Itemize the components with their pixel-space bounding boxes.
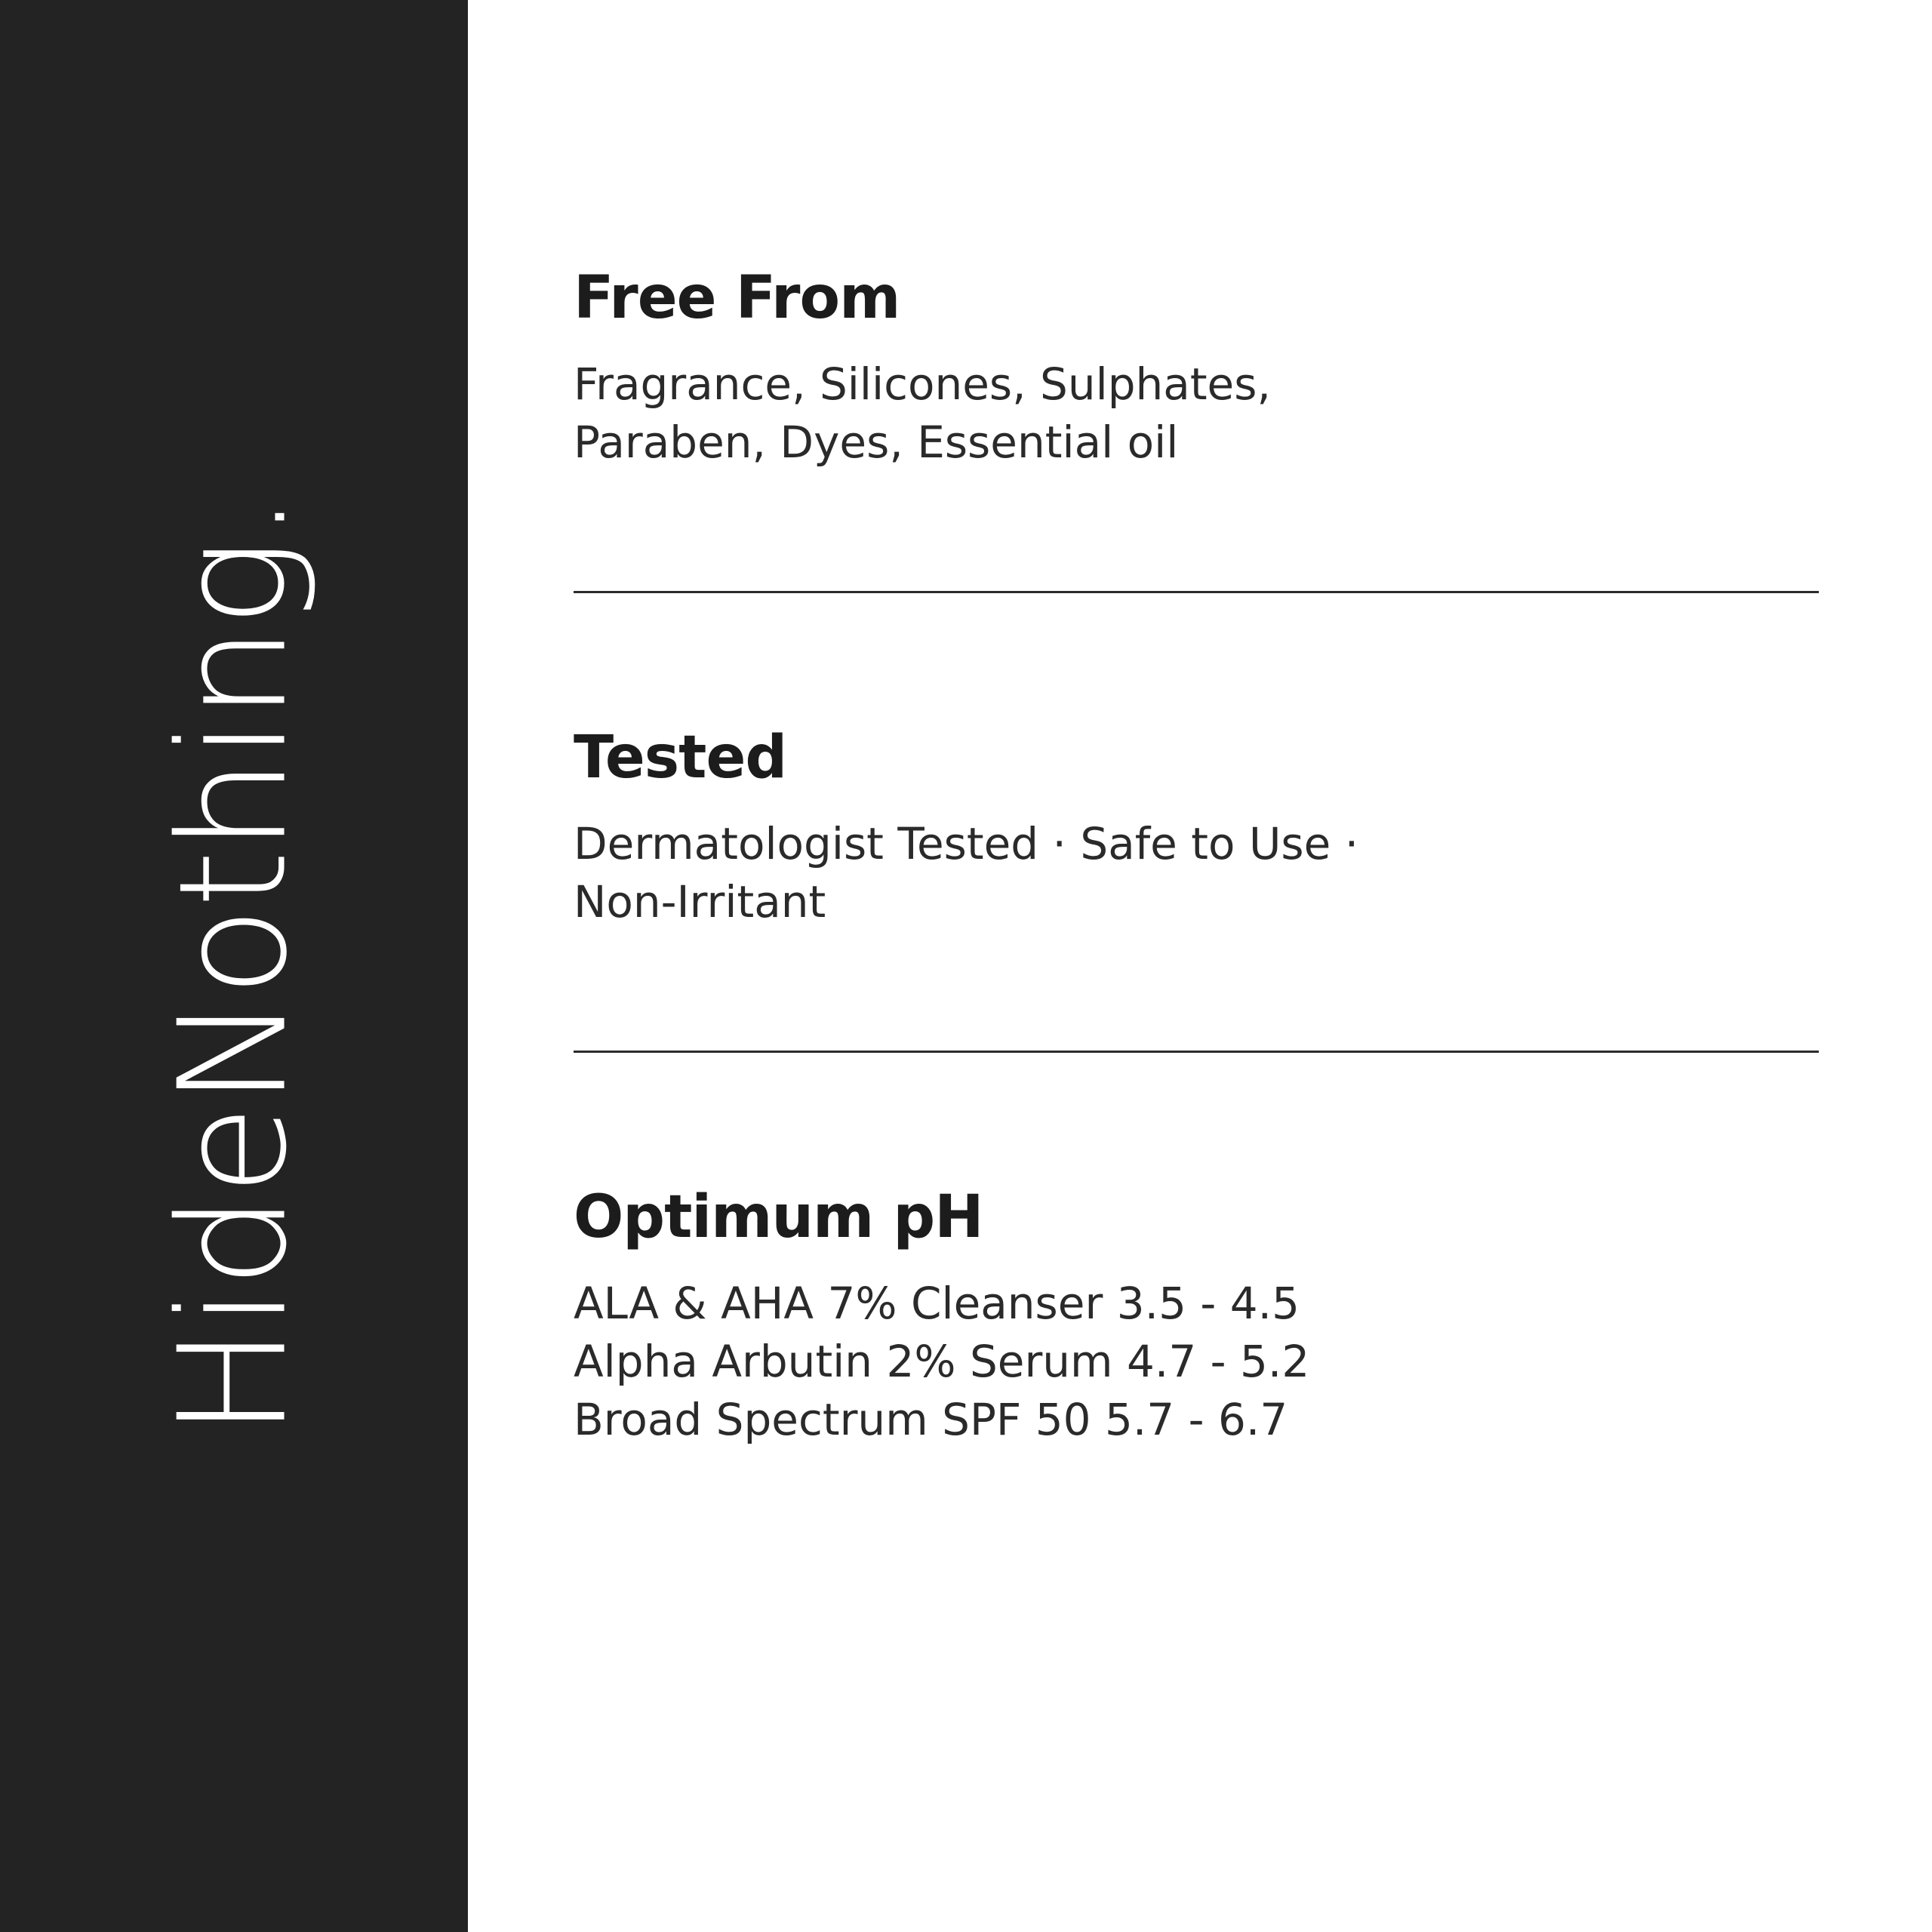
- section-body-line: Alpha Arbutin 2% Serum 4.7 - 5.2: [574, 1336, 1310, 1388]
- spacer: [574, 593, 1819, 728]
- section-body-free-from: [574, 355, 1464, 472]
- section-title-free-from: Free From: [574, 264, 900, 332]
- section-title-tested: Tested: [574, 724, 787, 792]
- section-body-line: Dermatologist Tested · Safe to Use ·: [574, 818, 1359, 870]
- section-body-line: Paraben, Dyes, Essential oil: [574, 417, 1179, 469]
- section-title-optimum-ph: Optimum pH: [574, 1183, 983, 1252]
- spacer: [574, 472, 1819, 591]
- brand-tagline: HideNothing.: [148, 494, 321, 1438]
- section-free-from: [574, 264, 1819, 472]
- spacer: [574, 1053, 1819, 1187]
- spacer: [574, 931, 1819, 1051]
- section-body-line: ALA & AHA 7% Cleanser 3.5 - 4.5: [574, 1278, 1300, 1330]
- section-body-line: Fragrance, Silicones, Sulphates,: [574, 358, 1271, 410]
- section-optimum-ph: [574, 1183, 1819, 1449]
- banner-text-container: [0, 0, 468, 1932]
- claims-content: [468, 0, 1932, 1932]
- section-tested: [574, 724, 1819, 931]
- section-body-optimum-ph: [574, 1275, 1464, 1449]
- section-body-line: Broad Spectrum SPF 50 5.7 - 6.7: [574, 1394, 1288, 1446]
- section-body-tested: [574, 815, 1464, 931]
- vertical-brand-banner: [0, 0, 468, 1932]
- claims-sections: [574, 264, 1819, 1450]
- section-body-line: Non-Irritant: [574, 876, 826, 928]
